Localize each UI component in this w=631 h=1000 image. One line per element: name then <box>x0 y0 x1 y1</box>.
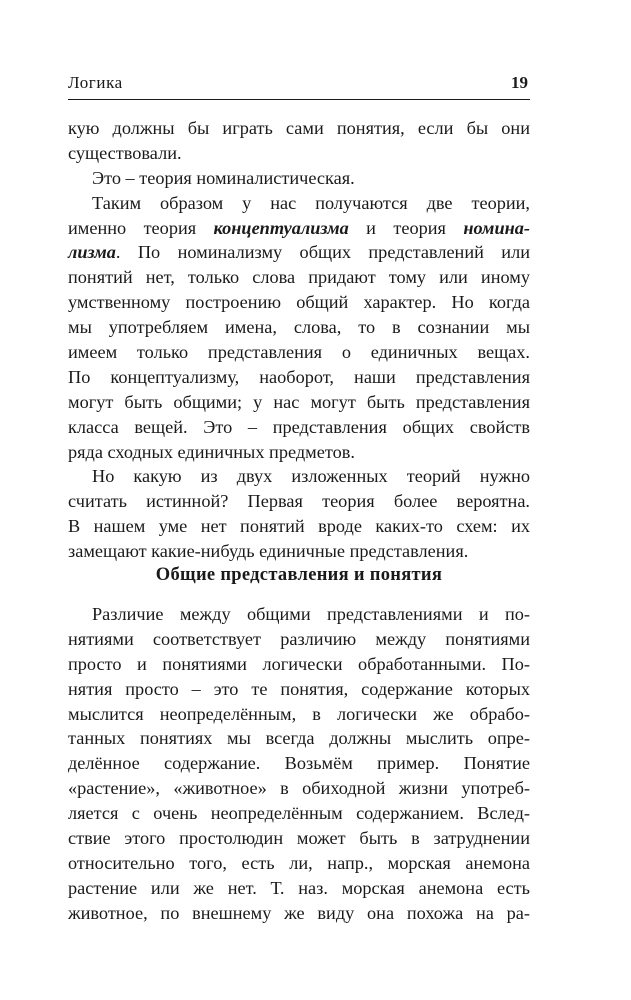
text-run: и теория <box>348 217 464 238</box>
text-line: растение или же нет. Т. наз. морская анемона есть <box>68 877 530 898</box>
text-line: В нашем уме нет понятий вроде каких-то схем: их <box>68 516 530 537</box>
text-line: мыслится неопределённым, в логически же обрабо- <box>68 703 530 724</box>
section-2-text <box>68 602 530 926</box>
section-heading: Общие представления и понятия <box>155 565 443 585</box>
text-line: Таким образом у нас получаются две теории, <box>92 192 530 213</box>
text-line: Это – теория номиналистическая. <box>92 167 355 188</box>
text-line <box>68 216 530 241</box>
emphasis-nominalism-end: лизма <box>68 242 116 263</box>
page-number: 19 <box>511 73 528 92</box>
text-line: просто и понятиями логически обработанными. По- <box>68 653 530 674</box>
section-1-text <box>68 116 530 564</box>
text-line: относительно того, есть ли, напр., морская анемона <box>68 852 530 873</box>
text-line: Но какую из двух изложенных теорий нужно <box>92 466 530 487</box>
text-line: танных понятиях мы всегда должны мыслить опре- <box>68 728 530 749</box>
text-line: замещают какие-нибудь единичные представления. <box>68 541 469 562</box>
running-title: Логика <box>68 73 123 92</box>
text-run: . По номинализму общих представлений или <box>115 242 530 263</box>
text-line: имеем только представления о единичных вещах. <box>68 342 530 363</box>
text-line: «растение», «животное» в обиходной жизни употреб- <box>68 778 530 799</box>
emphasis-nominalism: номина- <box>463 217 530 238</box>
text-line: нятия просто – это те понятия, содержание которых <box>68 678 530 699</box>
text-run: именно теория <box>68 217 214 238</box>
text-line: считать истинной? Первая теория более вероятна. <box>68 491 530 512</box>
text-line: мы употребляем имена, слова, то в сознании мы <box>68 317 530 338</box>
emphasis-conceptualism: концептуализма <box>213 217 349 238</box>
text-line: нятиями соответствует различию между понятиями <box>68 628 530 649</box>
text-line: ствие этого простолюдин может быть в затруднении <box>68 828 530 849</box>
text-line: По концептуализму, наоборот, наши представления <box>68 366 530 387</box>
text-line <box>68 240 530 265</box>
text-line: Различие между общими представлениями и по- <box>92 604 530 624</box>
text-line: класса вещей. Это – представления общих свойств <box>68 416 530 437</box>
text-line: понятий нет, только слова придают тому или иному <box>68 267 530 288</box>
text-line: существовали. <box>68 142 182 163</box>
text-line: ляется с очень неопределённым содержанием. Вслед- <box>68 803 530 824</box>
text-line: кую должны бы играть сами понятия, если бы они <box>68 118 530 138</box>
text-line: могут быть общими; у нас могут быть представления <box>68 391 530 412</box>
text-line: умственному построению общий характер. Но когда <box>68 292 530 313</box>
text-line: животное, по внешнему же виду она похожа на ра- <box>68 902 530 923</box>
text-line: ряда сходных единичных предметов. <box>68 441 355 462</box>
text-line: делённое содержание. Возьмём пример. Понятие <box>68 753 530 774</box>
running-head <box>68 73 530 100</box>
